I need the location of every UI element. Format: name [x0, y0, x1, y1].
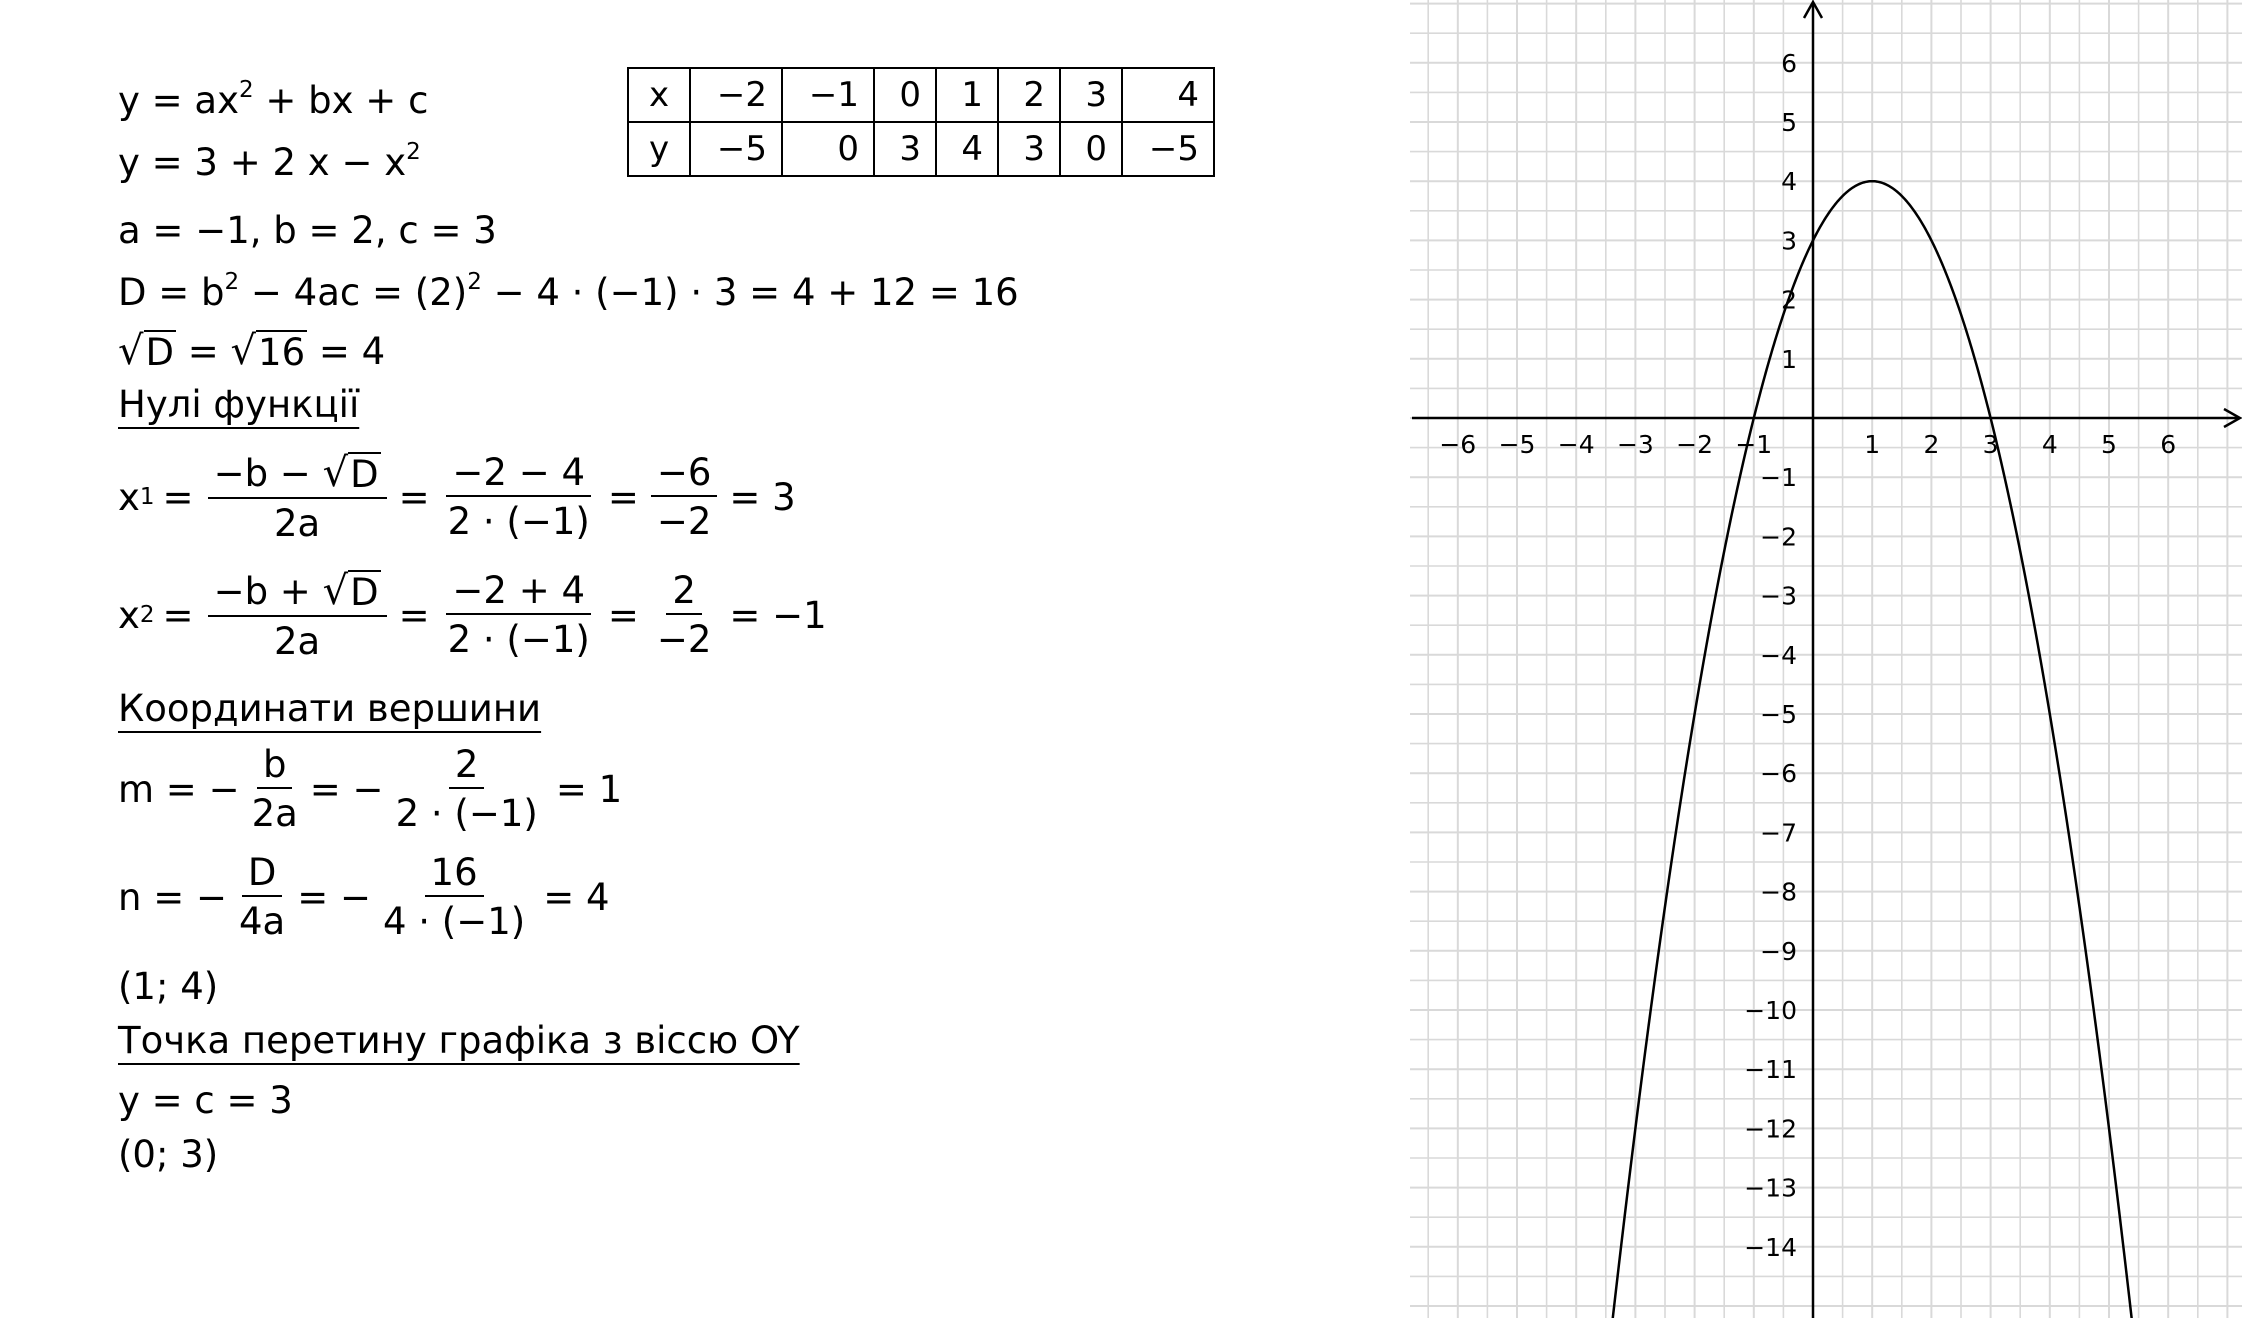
- fraction: $\frac{b}{2a}$: [251, 743, 298, 835]
- table-cell: −2: [690, 68, 782, 122]
- y-tick-label: −2: [1760, 522, 1797, 552]
- y-tick-label: −8: [1760, 877, 1797, 907]
- fraction: $\frac{2}{-2}$: [656, 569, 712, 661]
- table-cell: −5: [690, 122, 782, 176]
- fraction: $\frac{D}{4a}$: [238, 851, 286, 943]
- x-tick-label: 3: [1982, 430, 1999, 459]
- intercept-heading: Точка перетину графіка з віссю OY: [118, 1019, 800, 1062]
- table-cell: 3: [998, 122, 1060, 176]
- radical: √ D: [118, 328, 174, 374]
- table-cell: 2: [998, 68, 1060, 122]
- x-tick-label: 5: [2101, 430, 2117, 459]
- x-tick-label: 6: [2160, 430, 2177, 459]
- y-tick-label: −6: [1760, 759, 1797, 789]
- x-tick-label: −2: [1676, 430, 1714, 459]
- y-tick-label: −4: [1760, 640, 1797, 670]
- zeros-heading: Нулі функції: [118, 383, 360, 426]
- y-tick-label: 6: [1781, 48, 1797, 78]
- y-tick-label: −10: [1744, 996, 1797, 1025]
- x-tick-label: 2: [1923, 430, 1940, 459]
- radical: √ 16: [230, 328, 306, 374]
- y-tick-label: −14: [1744, 1232, 1797, 1262]
- table-row: [628, 122, 1214, 176]
- y-tick-label: −9: [1760, 936, 1797, 966]
- y-tick-label: −12: [1744, 1114, 1797, 1144]
- discriminant: $D = b^2 - 4ac = (2)^2 - 4 \cdot (-1) \cdot 3 = 4 + 12 = 16$: [118, 269, 1019, 314]
- y-tick-label: −13: [1744, 1173, 1797, 1203]
- y-tick-label: 2: [1781, 285, 1797, 315]
- fraction: $\frac{16}{4 \cdot (-1)}$: [382, 851, 526, 943]
- y-tick-label: 4: [1781, 167, 1797, 197]
- equation-specific: y = 3 + 2 $x - x^2$: [118, 139, 421, 184]
- y-tick-label: 5: [1781, 108, 1797, 137]
- sqrt-discriminant: √ D = √ 16 = 4: [118, 328, 386, 374]
- vertex-point: (1; 4): [118, 965, 219, 1008]
- table-cell: 0: [874, 68, 936, 122]
- y-tick-label: 3: [1781, 226, 1797, 256]
- fraction: $\frac{2}{2 \cdot (-1)}$: [395, 743, 538, 835]
- value-table: [627, 67, 1215, 177]
- table-cell: 1: [936, 68, 998, 122]
- fraction: −b − √ D 2a: [208, 452, 387, 542]
- table-cell: −1: [782, 68, 874, 122]
- fraction: −b + √ D 2a: [208, 570, 387, 660]
- axes: [1412, 2, 2240, 1318]
- grid-lines: [1410, 0, 2242, 1318]
- table-cell: 4: [1122, 68, 1214, 122]
- x-tick-label: −6: [1439, 430, 1477, 459]
- equation-general: $y = ax^2$ + bx + c: [118, 77, 429, 122]
- fraction: $\frac{-2 - 4}{2 \cdot (-1)}$: [447, 451, 590, 543]
- y-tick-label: −1: [1760, 463, 1797, 493]
- x-tick-label: −5: [1498, 430, 1536, 459]
- y-tick-label: −5: [1760, 700, 1797, 729]
- table-cell: 4: [936, 122, 998, 176]
- root-x2: x 2 = −b + √ D 2a = $\frac{-2 + 4}{2 \cdot (-1)}$ = $\frac{2}{-2}$ = −1: [118, 568, 827, 663]
- table-cell: −5: [1122, 122, 1214, 176]
- table-header-y: y: [628, 122, 690, 176]
- x-tick-label: 1: [1864, 430, 1881, 459]
- y-tick-label: −3: [1760, 581, 1797, 611]
- x-tick-label: −4: [1557, 430, 1595, 459]
- fraction: $\frac{-6}{-2}$: [651, 454, 718, 540]
- y-tick-label: −11: [1744, 1055, 1797, 1085]
- y-tick-label: 1: [1781, 344, 1797, 374]
- table-cell: 3: [874, 122, 936, 176]
- fraction: $\frac{-2 + 4}{2 \cdot (-1)}$: [447, 569, 590, 661]
- vertex-heading: Координати вершини: [118, 687, 542, 730]
- table-cell: 3: [1060, 68, 1122, 122]
- root-x1: x 1 = −b − √ D 2a = $\frac{-2 - 4}{2 \cdot (-1)}$ = $\frac{-6}{-2}$ = 3: [118, 450, 796, 545]
- table-cell: 0: [1060, 122, 1122, 176]
- intercept-equation: y = c = 3: [118, 1079, 293, 1122]
- vertex-n: n = − $\frac{D}{4a}$ = − $\frac{16}{4 \cdot (-1)}$ = 4: [118, 851, 610, 943]
- x-tick-label: 4: [2041, 430, 2058, 459]
- coefficients: a = −1, b = 2, c = 3: [118, 209, 497, 252]
- vertex-m: m = − $\frac{b}{2a}$ = − $\frac{2}{2 \cdot (-1)}$ = 1: [118, 743, 623, 835]
- function-graph: [1410, 0, 2242, 1318]
- table-row: [628, 68, 1214, 122]
- x-tick-label: −3: [1616, 430, 1654, 459]
- table-cell: 0: [782, 122, 874, 176]
- table-header-x: x: [628, 68, 690, 122]
- y-tick-label: −7: [1760, 818, 1797, 848]
- intercept-point: (0; 3): [118, 1133, 219, 1176]
- x-tick-label: −1: [1735, 430, 1773, 459]
